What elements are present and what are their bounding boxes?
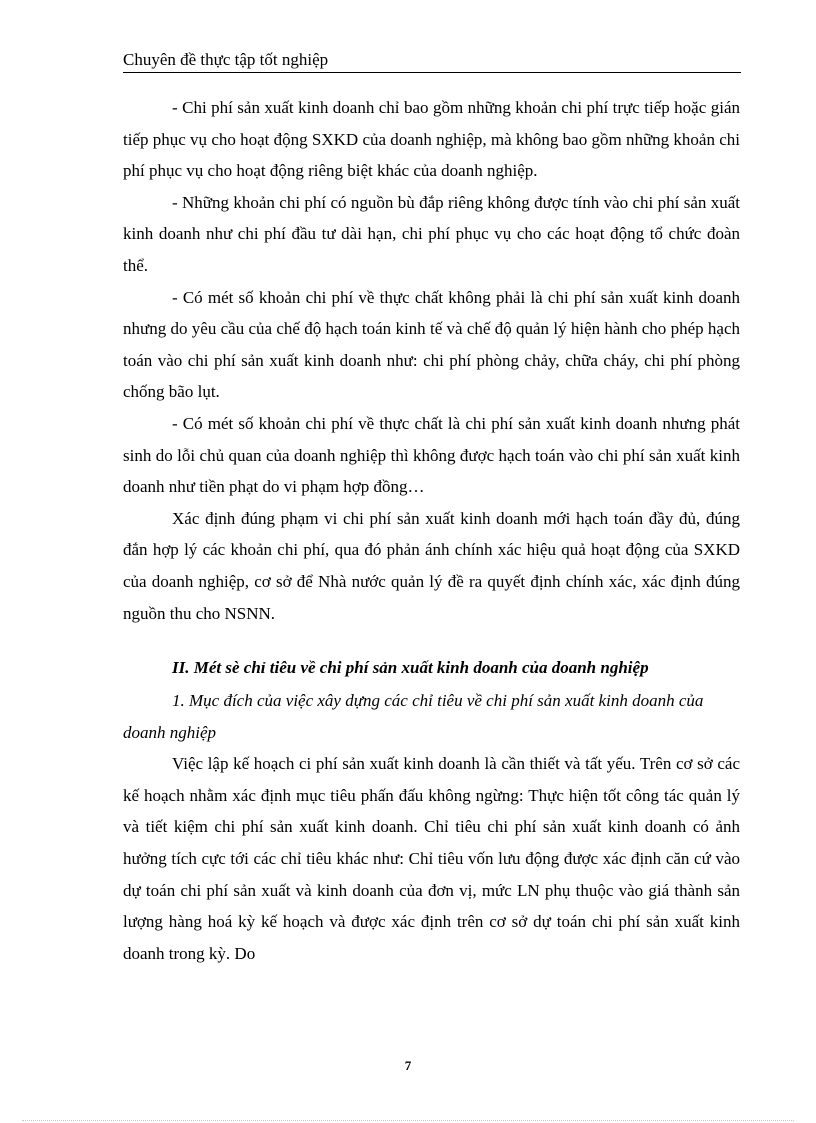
document-body [123,92,740,969]
section-heading: II. Mét sè chỉ tiêu về chi phí sản xuất kinh doanh của doanh nghiệp [172,658,649,678]
paragraph: - Có mét số khoản chi phí về thực chất không phải là chi phí sản xuất kinh doanh nhưng do yêu cầu của chế độ hạch toán kinh tế và chế độ quản lý hiện hành cho phép hạch toán vào chi phí sản xuất kinh doanh như: chi phí phòng chảy, chữa cháy, chi phí phòng chống bão lụt. [123,287,740,402]
paragraph: - Những khoản chi phí có nguồn bù đắp riêng không được tính vào chi phí sản xuất kinh doanh như chi phí đầu tư dài hạn, chi phí phục vụ cho các hoạt động tổ chức đoàn thể. [123,192,740,275]
paragraph: Xác định đúng phạm vi chi phí sản xuất kinh doanh mới hạch toán đầy đủ, đúng đắn hợp lý các khoản chi phí, qua đó phản ánh chính xác hiệu quả hoạt động của SXKD của doanh nghiệp, cơ sở để Nhà nước quản lý đề ra quyết định chính xác, xác định đúng nguồn thu cho NSNN. [123,508,740,623]
paragraph: - Chi phí sản xuất kinh doanh chỉ bao gồm những khoản chi phí trực tiếp hoặc gián tiếp phục vụ cho hoạt động SXKD của doanh nghiệp, mà không bao gồm những khoản chi phí phục vụ cho hoạt động riêng biệt khác của doanh nghiệp. [123,98,740,181]
page-number: 7 [404,1058,412,1073]
page-header [123,49,741,73]
header-title: Chuyên đề thực tập tốt nghiệp [123,50,329,69]
paragraph: Việc lập kế hoạch ci phí sản xuất kinh doanh là cần thiết và tất yếu. Trên cơ sở các kế hoạch nhằm xác định mục tiêu phấn đấu không ngừng: Thực hiện tốt công tác quản lý và tiết kiệm chi phí sản xuất kinh doanh. Chỉ tiêu chi phí sản xuất kinh doanh có ảnh hưởng tích cực tới các chỉ tiêu khác như: Chỉ tiêu vốn lưu động được xác định căn cứ vào dự toán chi phí sản xuất và kinh doanh của đơn vị, mức LN phụ thuộc vào giá thành sản lượng hàng hoá kỳ kế hoạch và được xác định trên cơ sở dự toán chi phí sản xuất kinh doanh trong kỳ. Do [123,754,740,963]
paragraph: - Có mét số khoản chi phí về thực chất là chi phí sản xuất kinh doanh nhưng phát sinh do lỗi chủ quan của doanh nghiệp thì không được hạch toán vào chi phí sản xuất kinh doanh như tiền phạt do vi phạm hợp đồng… [123,413,740,497]
page-bottom-border [22,1120,794,1121]
subsection-heading: 1. Mục đích của việc xây dựng các chỉ tiêu về chi phí sản xuất kinh doanh của doanh nghiệp [123,691,704,742]
